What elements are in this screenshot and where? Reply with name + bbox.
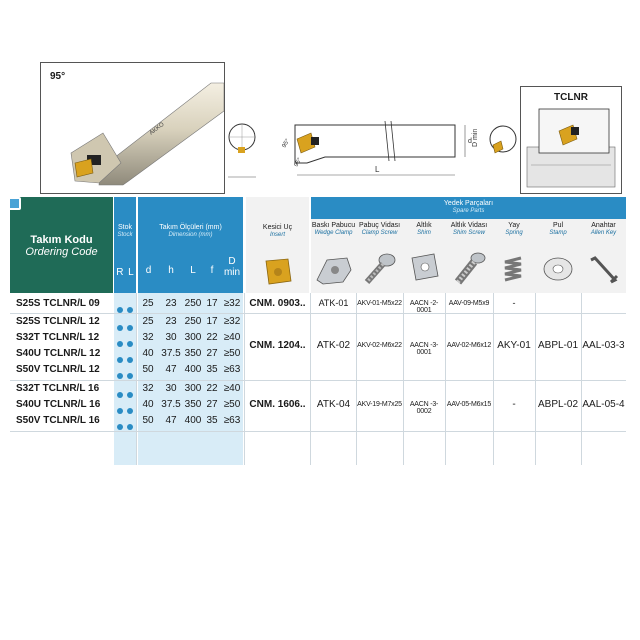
shim-screw-code: AAV-02-M6x12	[446, 342, 492, 349]
cell-L: 400	[184, 415, 202, 426]
dim-angle2-label: 95°	[293, 157, 304, 168]
shim-code: AACN -3-0001	[409, 342, 439, 356]
shim-code: AACN -3-0002	[409, 401, 439, 415]
dimension-en: Dimension (mm)	[168, 232, 213, 238]
dimension-header	[138, 197, 243, 293]
spare-col-shim: Altlık Shim	[416, 222, 432, 236]
cell-f: 27	[206, 348, 218, 359]
allen-key-code: AAL-05-4	[582, 399, 625, 410]
cell-f: 22	[206, 332, 218, 343]
clamp-screw-code: AKV-02-M6x22	[357, 342, 402, 349]
stock-R-dot	[117, 417, 123, 435]
cell-L: 250	[184, 298, 202, 309]
cell-L: 350	[184, 399, 202, 410]
shim-code: AACN -2-0001	[409, 300, 439, 314]
cell-L: 300	[184, 332, 202, 343]
wedge-clamp-code: ATK-04	[316, 399, 351, 410]
cell-dmin: ≥50	[223, 399, 241, 410]
drawing-svg	[225, 95, 525, 190]
insert-code: CNM. 0903..	[249, 298, 306, 309]
row-code: S40U TCLNR/L 12	[16, 348, 101, 359]
group-separator	[10, 313, 626, 314]
cell-f: 35	[206, 415, 218, 426]
tclnr-label: TCLNR	[554, 92, 588, 103]
col-sep	[244, 293, 245, 465]
dim-dmin-label: D min	[472, 128, 479, 147]
ordering-code-tr: Takım Kodu	[30, 234, 93, 246]
spare-parts-band	[311, 197, 626, 219]
cell-dmin: ≥50	[223, 348, 241, 359]
insert-code: CNM. 1606..	[249, 399, 306, 410]
insert-tr: Kesici Uç	[262, 224, 293, 231]
angle-label: 95°	[50, 71, 66, 82]
stamp-code: ABPL-02	[537, 399, 579, 410]
cell-h: 37.5	[161, 348, 181, 359]
col-sep	[356, 293, 357, 465]
insert-icon	[263, 257, 293, 287]
cell-dmin: ≥32	[223, 316, 241, 327]
cell-dmin: ≥63	[223, 415, 241, 426]
wedge-clamp-icon	[313, 250, 355, 288]
spare-en: Spare Parts	[452, 208, 485, 214]
shim-icon	[408, 250, 442, 286]
col-sep	[310, 293, 311, 465]
row-code: S25S TCLNR/L 12	[16, 316, 100, 327]
ordering-code-en: Ordering Code	[25, 246, 98, 258]
insert-code: CNM. 1204..	[249, 340, 306, 351]
stock-L-dot	[127, 300, 133, 318]
cell-dmin: ≥40	[223, 332, 241, 343]
insert-header	[246, 197, 309, 293]
cell-dmin: ≥40	[223, 383, 241, 394]
spare-col-spring: Yay Spring	[505, 222, 523, 236]
row-code: S40U TCLNR/L 16	[16, 399, 101, 410]
svg-text:AKKO: AKKO	[148, 121, 166, 137]
technical-drawing	[225, 95, 525, 190]
row-code: S50V TCLNR/L 12	[16, 364, 100, 375]
row-code: S32T TCLNR/L 16	[16, 383, 100, 394]
dimension-tr: Takım Ölçüleri (mm)	[159, 224, 222, 231]
tool-photo	[40, 62, 225, 194]
wedge-clamp-code: ATK-02	[316, 340, 351, 351]
dim-L-label: L	[375, 165, 380, 174]
cell-L: 350	[184, 348, 202, 359]
col-L: L	[128, 267, 134, 278]
cell-h: 30	[165, 332, 177, 343]
cell-h: 23	[165, 298, 177, 309]
col-sep	[445, 293, 446, 465]
row-code: S32T TCLNR/L 12	[16, 332, 100, 343]
cell-L: 250	[184, 316, 202, 327]
cell-h: 47	[165, 415, 177, 426]
cell-h: 30	[165, 383, 177, 394]
ordering-code-label	[10, 234, 113, 258]
shim-screw-code: AAV-05-M6x15	[446, 401, 492, 408]
cell-d: 40	[142, 399, 154, 410]
stock-L-dot	[127, 366, 133, 384]
allen-key-code: AAL-03-3	[582, 340, 625, 351]
cell-d: 40	[142, 348, 154, 359]
tclnr-drawing	[521, 105, 621, 193]
shim-screw-icon	[450, 250, 488, 288]
stock-L-dot	[127, 417, 133, 435]
clamp-screw-code: AKV-01-M5x22	[357, 300, 402, 307]
cell-dmin: ≥63	[223, 364, 241, 375]
spring-code: -	[512, 298, 516, 308]
group-separator	[10, 431, 626, 432]
col-R: R	[116, 267, 124, 278]
col-sep	[581, 293, 582, 465]
stock-header	[114, 197, 136, 293]
cell-h: 47	[165, 364, 177, 375]
col-d: d	[145, 265, 152, 276]
col-sep	[136, 293, 137, 465]
stamp-icon	[540, 254, 576, 284]
col-dmin: D min	[223, 256, 241, 278]
col-L-mm: L	[190, 265, 196, 276]
cell-f: 17	[206, 298, 218, 309]
cell-f: 17	[206, 316, 218, 327]
clamp-screw-code: AKV-19-M7x25	[357, 401, 402, 408]
shim-screw-code: AAV-09-M5x9	[448, 300, 490, 307]
tool-photo-image	[41, 63, 224, 193]
cell-d: 32	[142, 332, 154, 343]
tclnr-inset	[520, 86, 622, 194]
cell-d: 25	[142, 298, 154, 309]
cell-L: 300	[184, 383, 202, 394]
spare-col-screw: Pabuç Vidası Clamp Screw	[358, 222, 401, 236]
cell-d: 32	[142, 383, 154, 394]
spring-code: AKY-01	[497, 340, 531, 351]
col-f: f	[210, 265, 214, 276]
allen-key-icon	[585, 252, 621, 288]
table-corner-icon	[8, 197, 21, 210]
spare-col-shim-screw: Altlık Vidası Shim Screw	[450, 222, 488, 236]
cell-d: 50	[142, 415, 154, 426]
col-sep	[403, 293, 404, 465]
cell-f: 22	[206, 383, 218, 394]
spare-col-clamp: Baskı Pabucu Wedge Clamp	[311, 222, 356, 236]
cell-d: 50	[142, 364, 154, 375]
dim-d-label: d	[468, 138, 472, 145]
row-code: S50V TCLNR/L 16	[16, 415, 100, 426]
cell-h: 23	[165, 316, 177, 327]
insert-en: Insert	[269, 232, 285, 238]
cell-dmin: ≥32	[223, 298, 241, 309]
spare-tr: Yedek Parçaları	[443, 200, 494, 207]
cell-d: 25	[142, 316, 154, 327]
stamp-code: ABPL-01	[537, 340, 579, 351]
cell-f: 27	[206, 399, 218, 410]
dim-angle-label: 95°	[281, 138, 292, 149]
group-separator	[10, 380, 626, 381]
stock-tr: Stok	[117, 224, 132, 231]
cell-f: 35	[206, 364, 218, 375]
col-sep	[493, 293, 494, 465]
spring-code: -	[512, 399, 516, 410]
col-sep	[535, 293, 536, 465]
stock-R-dot	[117, 300, 123, 318]
col-h: h	[168, 265, 174, 276]
cell-L: 400	[184, 364, 202, 375]
stock-R-dot	[117, 366, 123, 384]
spring-icon	[497, 250, 531, 288]
spare-col-stamp: Pul Stamp	[549, 222, 567, 236]
row-code: S25S TCLNR/L 09	[16, 298, 100, 309]
spare-col-key: Anahtar Allen Key	[590, 222, 617, 236]
stock-en: Stock	[117, 232, 133, 238]
clamp-screw-icon	[361, 250, 399, 288]
cell-h: 37.5	[161, 399, 181, 410]
wedge-clamp-code: ATK-01	[318, 298, 349, 308]
